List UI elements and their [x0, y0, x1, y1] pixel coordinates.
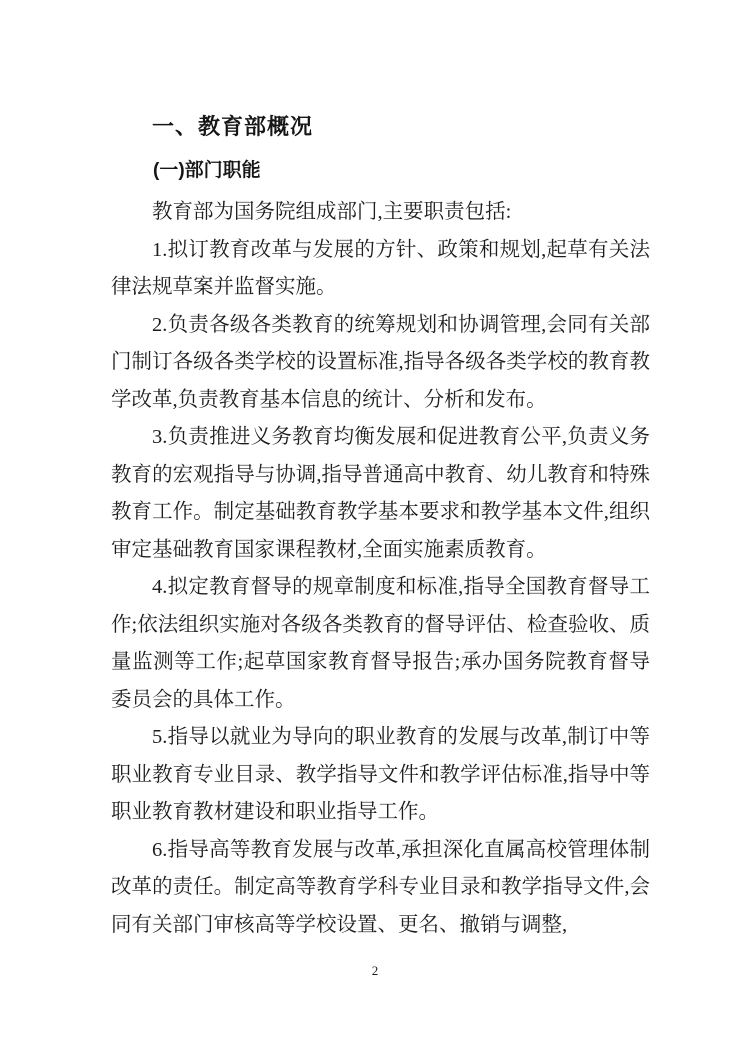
paragraph-duty-3: 3.负责推进义务教育均衡发展和促进教育公平,负责义务教育的宏观指导与协调,指导普通高中教育、幼儿教育和特殊教育工作。制定基础教育教学基本要求和教学基本文件,组织审定基础教育国家课程教材,全面实施素质教育。 — [111, 426, 650, 561]
paragraph-duty-4: 4.拟定教育督导的规章制度和标准,指导全国教育督导工作;依法组织实施对各级各类教育的督导评估、检查验收、质量监测等工作;起草国家教育督导报告;承办国务院教育督导委员会的具体工作。 — [111, 576, 650, 711]
paragraph-duty-5: 5.指导以就业为导向的职业教育的发展与改革,制订中等职业教育专业目录、教学指导文件和教学评估标准,指导中等职业教育教材建设和职业指导工作。 — [111, 726, 650, 823]
subsection-heading: (一)部门职能 — [153, 160, 261, 181]
paragraph-duty-2: 2.负责各级各类教育的统筹规划和协调管理,会同有关部门制订各级各类学校的设置标准,指导各级各类学校的教育教学改革,负责教育基本信息的统计、分析和发布。 — [111, 313, 650, 411]
section-heading: 一、教育部概况 — [152, 114, 314, 139]
paragraph-intro: 教育部为国务院组成部门,主要职责包括: — [152, 201, 512, 223]
document-content — [111, 112, 650, 944]
paragraph-duty-1: 1.拟订教育改革与发展的方针、政策和规划,起草有关法律法规草案并监督实施。 — [111, 238, 650, 298]
paragraph-duty-6: 6.指导高等教育发展与改革,承担深化直属高校管理体制改革的责任。制定高等教育学科专业目录和教学指导文件,会同有关部门审核高等学校设置、更名、撤销与调整, — [111, 838, 650, 936]
page-number: 2 — [371, 963, 379, 978]
